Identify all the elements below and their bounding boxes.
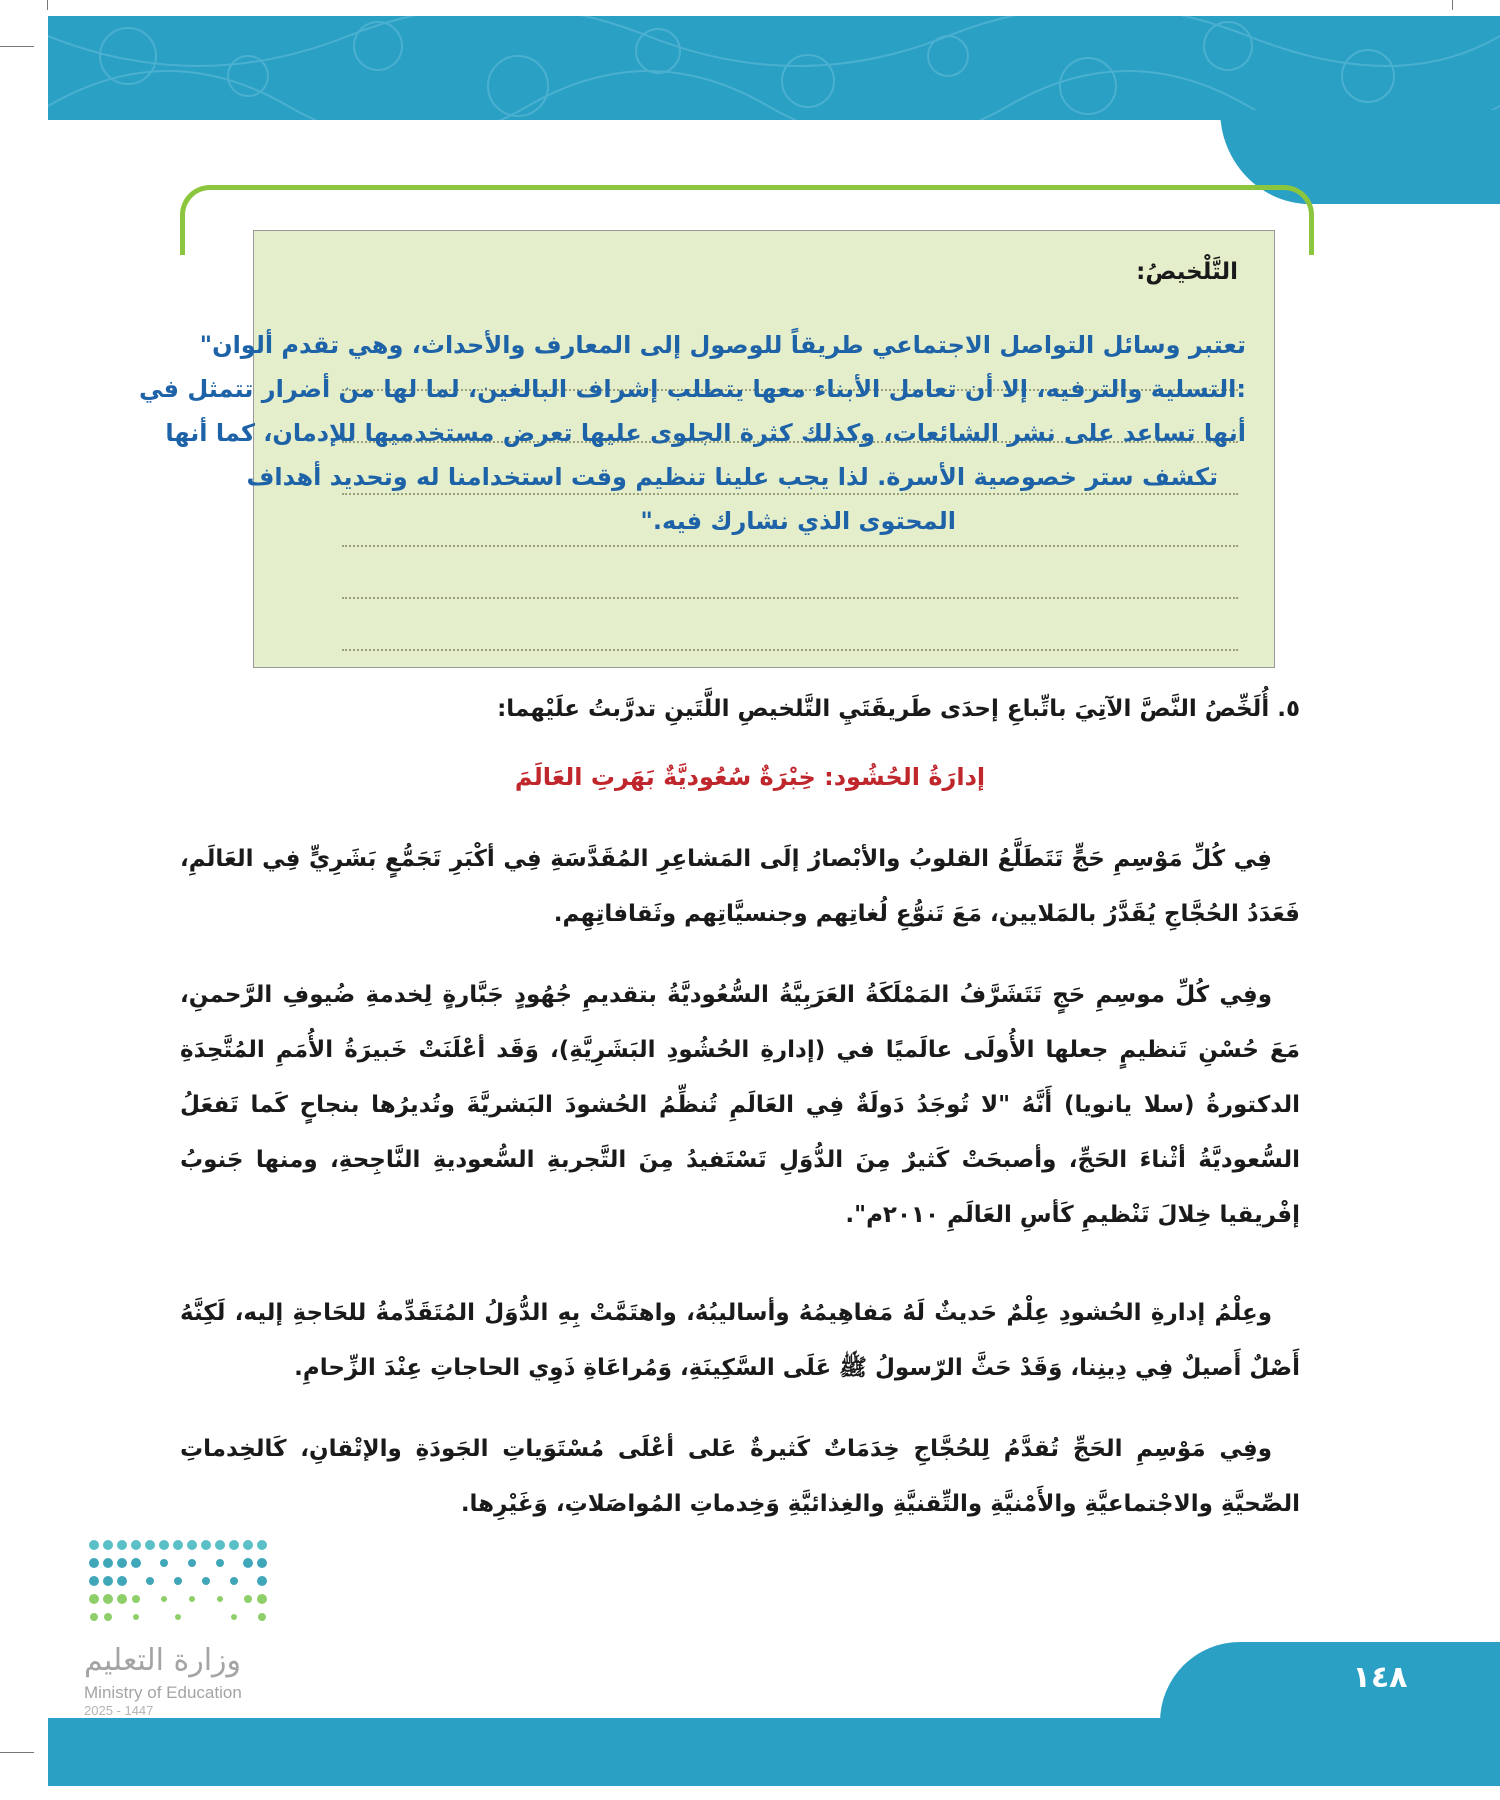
header-pattern	[48, 16, 1500, 120]
exercise-question: ٥. أُلَخِّصُ النَّصَّ الآتِيَ باتِّباعِ إحدَى طَريقَتَيِ التَّلخيصِ اللَّتَينِ تدرَّبتُ علَيْهما:	[497, 696, 1300, 722]
article-title: إدارَةُ الحُشُود: خِبْرَةٌ سُعُوديَّةٌ بَهَرتِ العَالَمَ	[514, 763, 986, 791]
header-band	[48, 16, 1500, 120]
summary-line: المحتوى الذي نشارك فيه."	[640, 507, 956, 535]
summary-line: تعتبر وسائل التواصل الاجتماعي طريقاً للوصول إلى المعارف والأحداث، وهي تقدم ألوان"	[199, 331, 1246, 359]
ministry-logo-icon	[84, 1535, 274, 1635]
summary-line: :التسلية والترفيه، إلا أن تعامل الأبناء معها يتطلب إشراف البالغين، لما لها من أضرار تتمثل في	[138, 375, 1246, 403]
answer-line	[342, 599, 1238, 651]
crop-mark	[47, 0, 48, 10]
article-paragraph	[180, 1286, 1300, 1396]
ministry-name-ar: وزارة التعليم	[84, 1643, 242, 1678]
summary-line: تكشف ستر خصوصية الأسرة. لذا يجب علينا تنظيم وقت استخدامنا له وتحديد أهداف	[246, 463, 1218, 491]
footer-band	[48, 1718, 1500, 1786]
crop-mark	[0, 46, 34, 47]
paragraph-text: وفِي مَوْسِمِ الحَجِّ تُقدَّمُ لِلحُجَّاجِ خِدَمَاتٌ كَثيرةٌ عَلى أعْلَى مُسْتَوَياتِ الجَودَةِ والإتْقانِ، كَالخِدماتِ الصِّحيَّةِ والاجْتماعيَّةِ والأَمْنيَّةِ والتِّقنيَّةِ والغِذائيَّةِ وَخِدماتِ المُواصَلاتِ، وَغَيْرِها.	[180, 1436, 1300, 1517]
summary-box	[138, 230, 1275, 668]
article-paragraph	[180, 832, 1300, 942]
summary-line: أنها تساعد على نشر الشائعات، وكذلك كثرة الجلوى عليها تعرض مستخدميها للإدمان، كما أنها	[165, 419, 1246, 447]
crop-mark	[0, 1752, 34, 1753]
article-paragraph	[180, 1422, 1300, 1532]
summary-heading: التَّلْخيصُ:	[1136, 259, 1238, 285]
answer-line	[342, 547, 1238, 599]
paragraph-text: وفِي كُلِّ موسِمِ حَجٍ تَتَشَرَّفُ المَمْلَكَةُ العَرَبِيَّةُ السُّعُوديَّةُ بتقديمِ جُهُودٍ جَبَّارةٍ لِخدمةِ ضُيوفِ الرَّحمنِ، مَعَ حُسْنِ تَنظيمٍ جعلها الأُولَى عالَميًا في (إدارةِ الحُشُودِ البَشَرِيَّةِ)، وَقَد أعْلَنَتْ خَبيرَةُ الأُمَمِ المُتَّحِدَةِ الدكتورةُ (سلا يانويا) أَنَّهُ "لا تُوجَدُ دَولَةٌ فِي العَالَمِ تُنظِّمُ الحُشودَ البَشريَّةَ وتُديرُها بنجاحٍ كَما تَفعَلُ السُّعوديَّةُ أثْناءَ الحَجِّ، وأصبحَتْ كَثيرٌ مِنَ الدُّوَلِ تَسْتَفيدُ مِنَ التَّجربةِ السُّعوديةِ النَّاجِحةِ، ومنها جَنوبُ إفْريقيا خِلالَ تَنْظيمِ كَأسِ العَالَمِ ٢٠١٠م".	[180, 982, 1300, 1228]
page-number: ١٤٨	[1352, 1660, 1408, 1695]
paragraph-text: فِي كُلِّ مَوْسِمِ حَجٍّ تَتَطَلَّعُ القلوبُ والأبْصارُ إلَى المَشاعِرِ المُقَدَّسَةِ فِي أكْبَرِ تَجَمُّعٍ بَشَرِيٍّ فِي العَالَمِ، فَعَدَدُ الحُجَّاجِ يُقَدَّرُ بالمَلايين، مَعَ تَنوُّعِ لُغاتِهم وجنسيَّاتِهم وثَقافاتِهِم.	[180, 846, 1300, 927]
edition-year: 2025 - 1447	[84, 1703, 154, 1718]
crop-mark	[1452, 0, 1453, 10]
summary-answer	[138, 323, 1246, 543]
paragraph-text: وعِلْمُ إدارةِ الحُشودِ عِلْمٌ حَديثٌ لَهُ مَفاهِيمُهُ وأساليبُهُ، واهتَمَّتْ بِهِ الدُّوَلُ المُتَقَدِّمةُ للحَاجةِ إليه، لَكِنَّهُ أَصْلٌ أَصيلٌ فِي دِينِنا، وَقَدْ حَثَّ الرّسولُ ﷺ عَلَى السَّكِينَةِ، وَمُراعَاةِ ذَوِي الحاجاتِ عِنْدَ الزِّحامِ.	[180, 1300, 1300, 1381]
ministry-name-en: Ministry of Education	[84, 1683, 242, 1702]
article-paragraph	[180, 968, 1300, 1243]
